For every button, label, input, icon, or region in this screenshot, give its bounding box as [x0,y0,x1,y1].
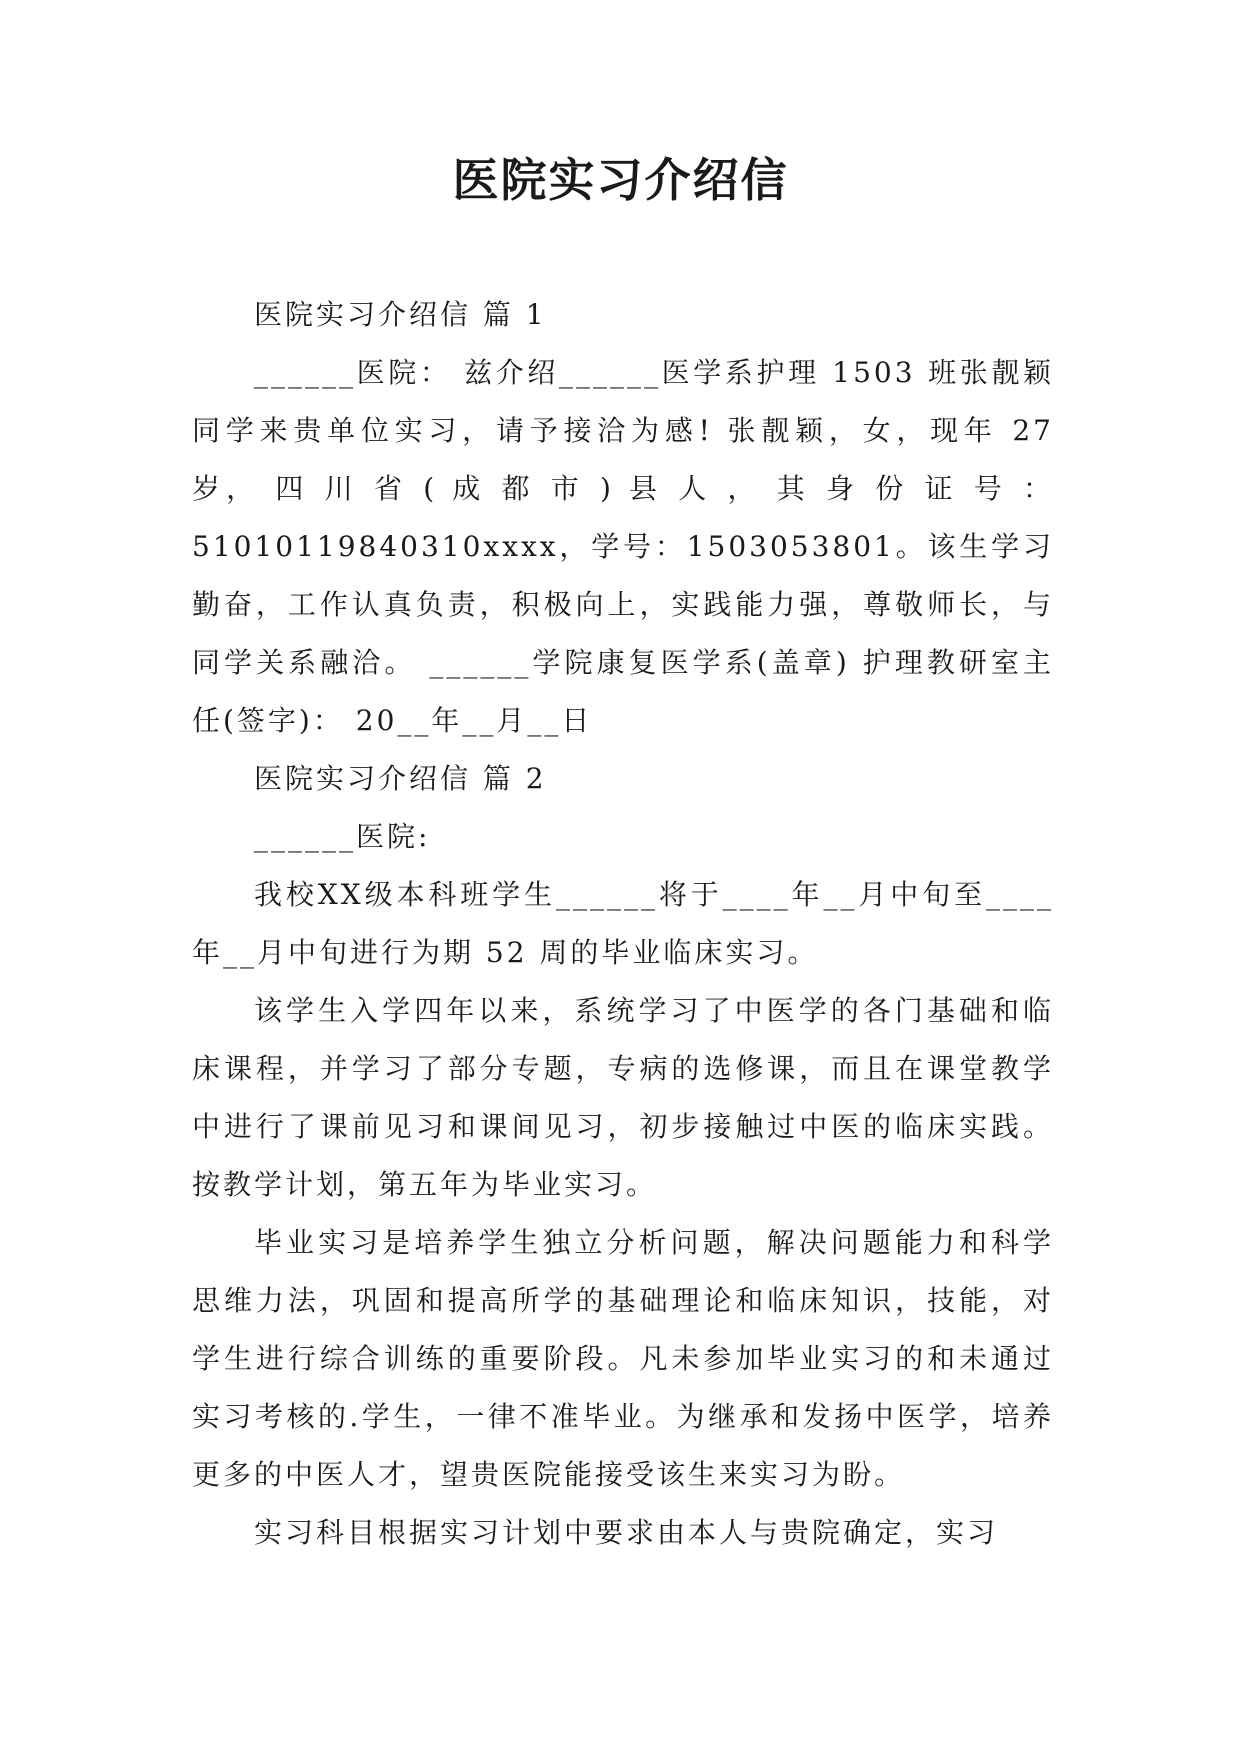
document-title: 医院实习介绍信 [452,153,789,207]
section-heading: 医院实习介绍信 篇 2 [254,762,547,795]
section-heading: 医院实习介绍信 篇 1 [254,298,547,331]
paragraph: 我校XX级本科班学生______将于____年__月中旬至____年__月中旬进行为期 52 周的毕业临床实习。 [192,878,1054,969]
paragraph: ______医院： 兹介绍______医学系护理 1503 班张靓颖同学来贵单位实习，请予接洽为感! 张靓颖，女，现年 27 岁， 四 川 省 ( 成 都 市 ) 县 人 ， 其 身 份 证 号 ： 51010119840310xxxx，学号：1503053801。该生学习勤奋，工作认真负责，积极向上，实践能力强，尊敬师长，与同学关系融洽。 ______学院康复医学系(盖章) 护理教研室主任(签字)： 20__年__月__日 [192,356,1054,737]
paragraph: 该学生入学四年以来，系统学习了中医学的各门基础和临床课程，并学习了部分专题，专病的选修课，而且在课堂教学中进行了课前见习和课间见习，初步接触过中医的临床实践。按教学计划，第五年为毕业实习。 [192,994,1054,1201]
paragraph: ______医院: [254,820,431,853]
paragraph: 实习科目根据实习计划中要求由本人与贵院确定，实习 [254,1516,999,1549]
document-body [192,286,1054,1562]
paragraph: 毕业实习是培养学生独立分析问题，解决问题能力和科学思维力法，巩固和提高所学的基础理论和临床知识，技能，对学生进行综合训练的重要阶段。凡未参加毕业实习的和未通过实习考核的.学生，一律不准毕业。为继承和发扬中医学，培养更多的中医人才，望贵医院能接受该生来实习为盼。 [192,1226,1054,1491]
